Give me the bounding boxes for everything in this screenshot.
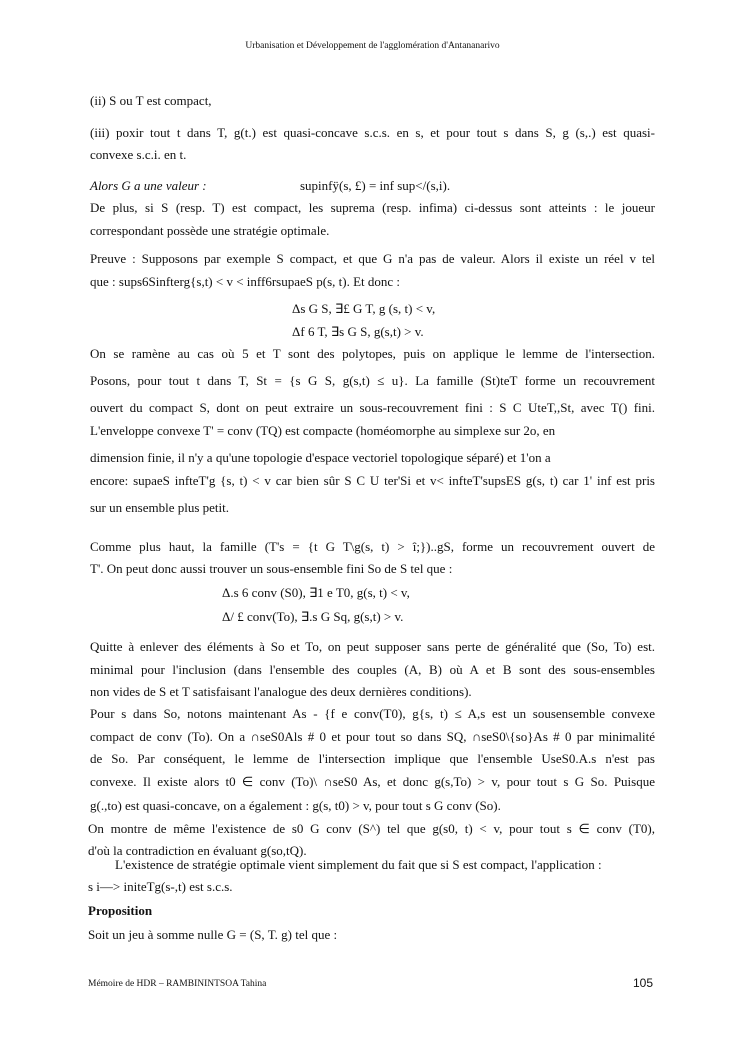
text-line: Quitte à enlever des éléments à So et To, on peut supposer sans perte de généralité que (So, To) est.: [90, 639, 655, 654]
text-line: de So. Par conséquent, le lemme de l'intersection implique que l'ensemble UseS0.A.s n'est pas: [90, 751, 655, 766]
text-line: On montre de même l'existence de s0 G conv (S^) tel que g(s0, t) < v, pour tout s ∈ conv (T0),: [88, 821, 655, 836]
text-line: sur un ensemble plus petit.: [90, 500, 230, 515]
text-line: encore: supaeS infteT'g {s, t) < v car bien sûr S C U ter'Si et v< infteT'supsES g(s, t) car 1' inf est pris: [90, 473, 655, 488]
text-line: (ii) S ou T est compact,: [90, 93, 212, 108]
text-line: s i—> initeTg(s-,t) est s.c.s.: [88, 879, 233, 894]
text-line: Δs G S, ∃£ G T, g (s, t) < v,: [292, 301, 436, 316]
text-line: non vides de S et T satisfaisant l'analogue des deux dernières conditions).: [90, 684, 472, 699]
text-line: Alors G a une valeur :: [90, 178, 207, 193]
page-number: 105: [633, 976, 654, 990]
text-line: Comme plus haut, la famille (T's = {t G T\g(s, t) > î;})..gS, forme un recouvrement ouvert de: [90, 539, 655, 554]
text-line: Pour s dans So, notons maintenant As - {f e conv(T0), g{s, t) ≤ A,s est un sousensemble convexe: [90, 706, 655, 721]
text-line: Soit un jeu à somme nulle G = (S, T. g) tel que :: [88, 927, 338, 942]
text-line: ouvert du compact S, dont on peut extraire un sous-recouvrement fini : S C UteT,,St, avec T() fini.: [90, 400, 655, 415]
text-line: Δ.s 6 conv (S0), ∃1 e T0, g(s, t) < v,: [222, 585, 410, 600]
text-line: (iii) poxir tout t dans T, g(t.) est quasi-concave s.c.s. en s, et pour tout s dans S, g (s,.) est quasi-: [90, 125, 655, 140]
text-line: T'. On peut donc aussi trouver un sous-ensemble fini So de S tel que :: [90, 561, 453, 576]
text-line: correspondant possède une stratégie optimale.: [90, 223, 330, 238]
text-line: L'enveloppe convexe T' = conv (TQ) est compacte (homéomorphe au simplexe sur 2o, en: [90, 423, 556, 438]
text-line: On se ramène au cas où 5 et T sont des polytopes, puis on applique le lemme de l'intersection.: [90, 346, 655, 361]
text-line: Δ/ £ conv(To), ∃.s G Sq, g(s,t) > v.: [222, 609, 404, 624]
footer-author: Mémoire de HDR – RAMBININTSOA Tahina: [88, 979, 267, 989]
text-line: De plus, si S (resp. T) est compact, les suprema (resp. infima) ci-dessus sont atteints : le joueur: [90, 200, 655, 215]
text-line: Posons, pour tout t dans T, St = {s G S, g(s,t) ≤ u}. La famille (St)teT forme un recouvrement: [90, 373, 655, 388]
text-line: g(.,to) est quasi-concave, on a également : g(s, t0) > v, pour tout s G conv (So).: [90, 798, 501, 813]
text-line: Δf 6 T, ∃s G S, g(s,t) > v.: [292, 324, 424, 339]
text-line: minimal pour l'inclusion (dans l'ensemble des couples (A, B) où A et B sont des sous-ensembles: [90, 662, 655, 677]
section-heading: Proposition: [88, 903, 153, 918]
text-line: d'où la contradiction en évaluant g(so,tQ).: [88, 843, 307, 858]
text-line: L'existence de stratégie optimale vient simplement du fait que si S est compact, l'application :: [115, 857, 602, 872]
text-line: Preuve : Supposons par exemple S compact, et que G n'a pas de valeur. Alors il existe un réel v tel: [90, 251, 655, 266]
running-header: Urbanisation et Développement de l'agglomération d'Antananarivo: [245, 41, 500, 51]
text-line: que : sups6Sinfterg{s,t) < v < inff6rsupaeS p(s, t). Et donc :: [90, 274, 401, 289]
text-line: compact de conv (To). On a ∩seS0Als # 0 et pour tout so dans SQ, ∩seS0\{so}As # 0 par minimalité: [90, 729, 655, 744]
text-line: dimension finie, il n'y a qu'une topologie d'espace vectoriel topologique séparé) et 1'on a: [90, 450, 551, 465]
text-line: convexe s.c.i. en t.: [90, 147, 187, 162]
text-line: convexe. Il existe alors t0 ∈ conv (To)\ ∩seS0 As, et donc g(s,To) > v, pour tout s G So. Puisque: [90, 774, 655, 789]
value-formula: supinfÿ(s, £) = inf sup</(s,i).: [300, 178, 451, 193]
